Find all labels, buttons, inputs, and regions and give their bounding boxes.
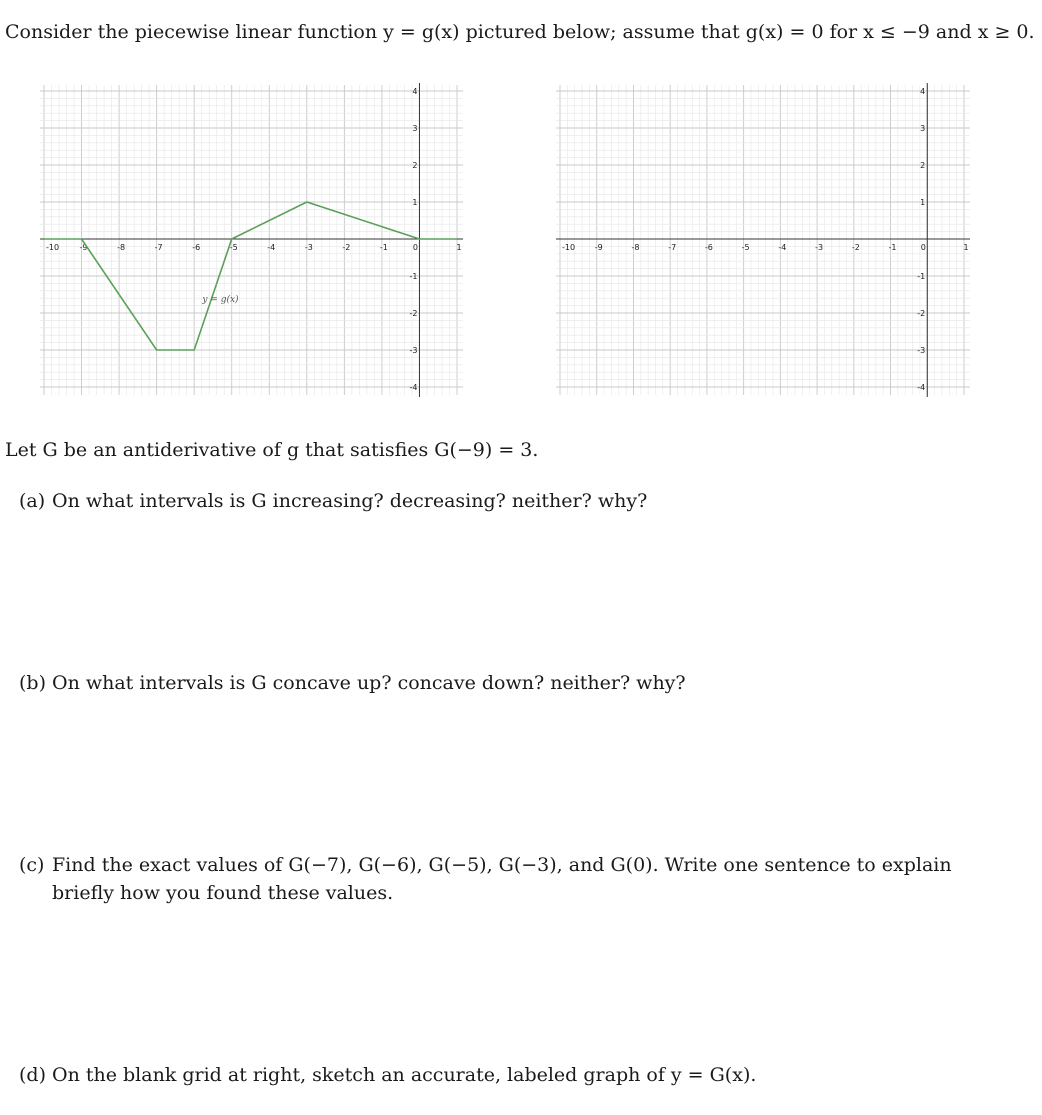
problem-intro: Consider the piecewise linear function y = g(x) pictured below; assume that g(x) = 0 for x ≤ −9 and x ≥ 0.: [5, 21, 1035, 43]
x-tick-label: -9: [594, 243, 603, 252]
x-tick-label: -5: [741, 243, 750, 252]
x-tick-label: -10: [562, 243, 576, 252]
x-tick-label: -10: [46, 243, 60, 252]
y-tick-label: 4: [920, 87, 926, 96]
x-tick-label: -2: [342, 243, 351, 252]
question-b-text: On what intervals is G concave up? concave down? neither? why?: [52, 672, 686, 694]
y-tick-label: 1: [920, 198, 926, 207]
x-tick-label: -9: [79, 243, 88, 252]
question-b-label: (b): [19, 672, 46, 694]
x-tick-label: -4: [778, 243, 787, 252]
y-tick-label: -2: [917, 309, 926, 318]
x-tick-label: 0: [412, 243, 419, 252]
y-tick-label: 4: [412, 87, 418, 96]
question-b: [19, 669, 686, 697]
x-tick-label: -3: [815, 243, 824, 252]
x-tick-label: -2: [851, 243, 860, 252]
graph-g: [38, 78, 463, 398]
y-tick-label: -1: [917, 272, 926, 281]
x-tick-label: 1: [963, 243, 969, 252]
grid: [40, 85, 463, 395]
x-tick-label: 0: [920, 243, 926, 252]
question-d-text: On the blank grid at right, sketch an accurate, labeled graph of y = G(x).: [52, 1064, 757, 1086]
x-tick-label: -8: [631, 243, 640, 252]
y-tick-label: 3: [920, 124, 926, 133]
x-tick-label: -5: [229, 243, 238, 252]
question-d: [19, 1061, 756, 1089]
curve-label: y = g(x): [202, 294, 239, 305]
y-tick-label: 2: [412, 161, 418, 170]
y-tick-label: -4: [409, 383, 418, 392]
x-tick-label: -7: [154, 243, 163, 252]
question-a: [19, 487, 647, 515]
question-c-label: (c): [19, 854, 45, 876]
graph-blank-grid: [550, 78, 970, 398]
y-tick-label: 3: [412, 124, 418, 133]
x-tick-label: -8: [117, 243, 126, 252]
question-a-label: (a): [19, 490, 46, 512]
x-tick-label: -3: [304, 243, 313, 252]
y-tick-label: -2: [409, 309, 418, 318]
y-tick-label: -1: [409, 272, 418, 281]
grid: [556, 85, 970, 395]
question-c: [19, 851, 1012, 907]
x-tick-label: -4: [267, 243, 276, 252]
x-tick-label: 1: [456, 243, 462, 252]
question-c-text: Find the exact values of G(−7), G(−6), G(−5), G(−3), and G(0). Write one sentence to explain briefly how you found these values.: [52, 854, 952, 904]
x-tick-label: -1: [888, 243, 897, 252]
x-tick-label: -1: [379, 243, 388, 252]
y-tick-label: 2: [920, 161, 926, 170]
x-tick-label: -6: [192, 243, 201, 252]
x-tick-label: -7: [668, 243, 677, 252]
x-tick-label: -6: [704, 243, 713, 252]
antiderivative-statement: Let G be an antiderivative of g that satisfies G(−9) = 3.: [5, 439, 539, 461]
question-d-label: (d): [19, 1064, 46, 1086]
y-tick-label: -4: [917, 383, 926, 392]
y-tick-label: 1: [412, 198, 418, 207]
y-tick-label: -3: [409, 346, 418, 355]
y-tick-label: -3: [917, 346, 926, 355]
question-a-text: On what intervals is G increasing? decreasing? neither? why?: [52, 490, 648, 512]
